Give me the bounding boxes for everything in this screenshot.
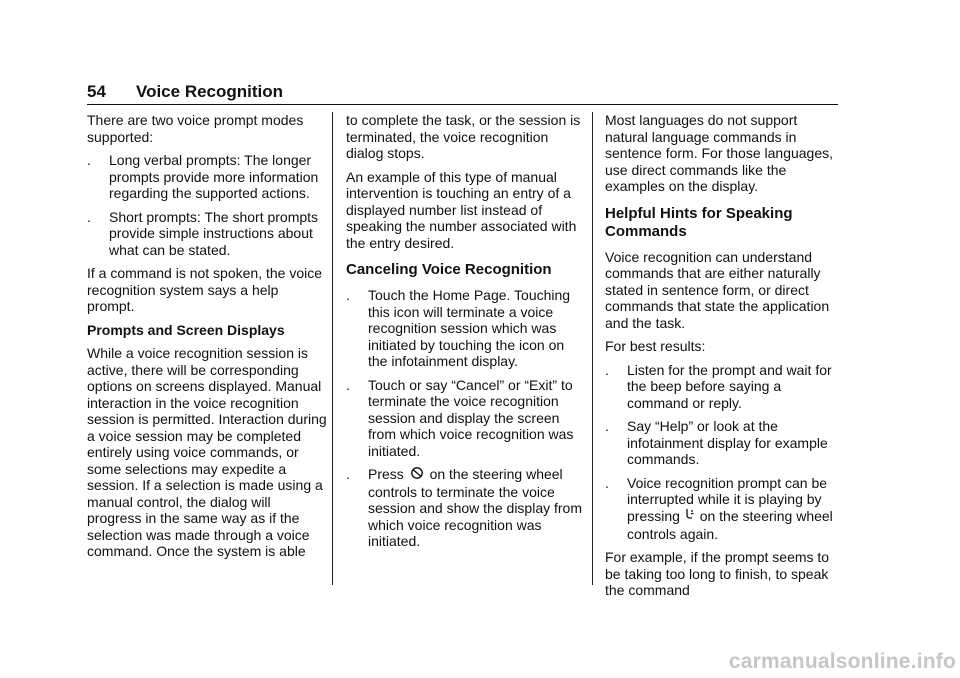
text-before-icon: Voice recognition prompt can be interrupted while it is playing by pressing (627, 474, 828, 524)
list-item-text: Touch the Home Page. Touching this icon will terminate a voice recognition session which was initiated by touching the icon on the infotainment display. (368, 287, 571, 369)
section-title: Voice Recognition (136, 82, 284, 101)
text-after-icon: on the steering wheel controls to terminate the voice session and show the display from which voice recognition was initiated. (368, 466, 582, 550)
list-item-text (368, 466, 584, 550)
bullet-icon: . (605, 418, 609, 434)
paragraph: For best results: (605, 338, 706, 354)
end-call-icon (409, 467, 425, 484)
list-item (87, 209, 327, 259)
bullet-icon: . (346, 376, 350, 393)
column-1 (87, 112, 327, 567)
column-divider (592, 112, 593, 585)
page-header (87, 80, 838, 105)
bullet-icon: . (346, 287, 350, 303)
paragraph: Voice recognition can understand commands that are either naturally stated in sentence form, or direct commands that state the application and the task. (605, 248, 830, 331)
list-item (346, 377, 584, 460)
list-item-text (627, 475, 840, 543)
list-item (87, 152, 327, 202)
section-heading: Helpful Hints for Speaking Commands (605, 204, 793, 240)
bullet-icon: . (87, 208, 91, 225)
watermark: carmanualsonline.info (728, 650, 956, 673)
list-item-text: Short prompts: The short prompts provide simple instructions about what can be stated. (109, 208, 319, 258)
list-item-text: Listen for the prompt and wait for the beep before saying a command or reply. (627, 361, 832, 411)
paragraph: to complete the task, or the session is terminated, the voice recognition dialog stops. (346, 112, 581, 161)
bullet-icon: . (605, 474, 609, 491)
paragraph: An example of this type of manual intervention is touching an entry of a displayed number list instead of speaking the number associated with the entry desired. (346, 168, 577, 251)
paragraph: For example, if the prompt seems to be taking too long to finish, to speak the command (605, 549, 830, 599)
paragraph: There are two voice prompt modes supported: (87, 112, 304, 145)
column-divider (332, 112, 333, 585)
list-item-text: Long verbal prompts: The longer prompts provide more information regarding the supported actions. (109, 152, 319, 201)
column-2 (346, 112, 584, 557)
column-3 (605, 112, 840, 606)
text-before-icon: Press (368, 466, 404, 482)
text-after-icon: on the steering wheel controls again. (627, 507, 833, 542)
list-item (605, 418, 840, 468)
paragraph: While a voice recognition session is active, there will be corresponding options on screens displayed. Manual interaction in the voice recognition session is permitted. Interaction during a voice session may be completed entirely using voice commands, or some selections may expedite a session. If a selection is made using a manual control, the dialog will progress in the same way as if the selection was made through a voice command. Once the system is able (87, 345, 327, 559)
bullet-icon: . (87, 152, 91, 168)
list-item (605, 362, 840, 412)
paragraph: If a command is not spoken, the voice recognition system says a help prompt. (87, 265, 323, 314)
list-item-text: Touch or say “Cancel” or “Exit” to terminate the voice recognition session and display the screen from which voice recognition was initiated. (368, 376, 574, 459)
section-heading: Canceling Voice Recognition (346, 261, 552, 278)
bullet-icon: . (605, 361, 609, 378)
paragraph: Most languages do not support natural language commands in sentence form. For those languages, use direct commands like the examples on the display. (605, 112, 834, 194)
list-item (605, 475, 840, 543)
page-number: 54 (87, 82, 106, 101)
list-item (346, 287, 584, 370)
push-to-talk-icon (685, 508, 695, 526)
subheading: Prompts and Screen Displays (87, 321, 285, 338)
bullet-icon: . (346, 466, 350, 482)
list-item-text: Say “Help” or look at the infotainment display for example commands. (627, 418, 828, 467)
list-item (346, 466, 584, 550)
